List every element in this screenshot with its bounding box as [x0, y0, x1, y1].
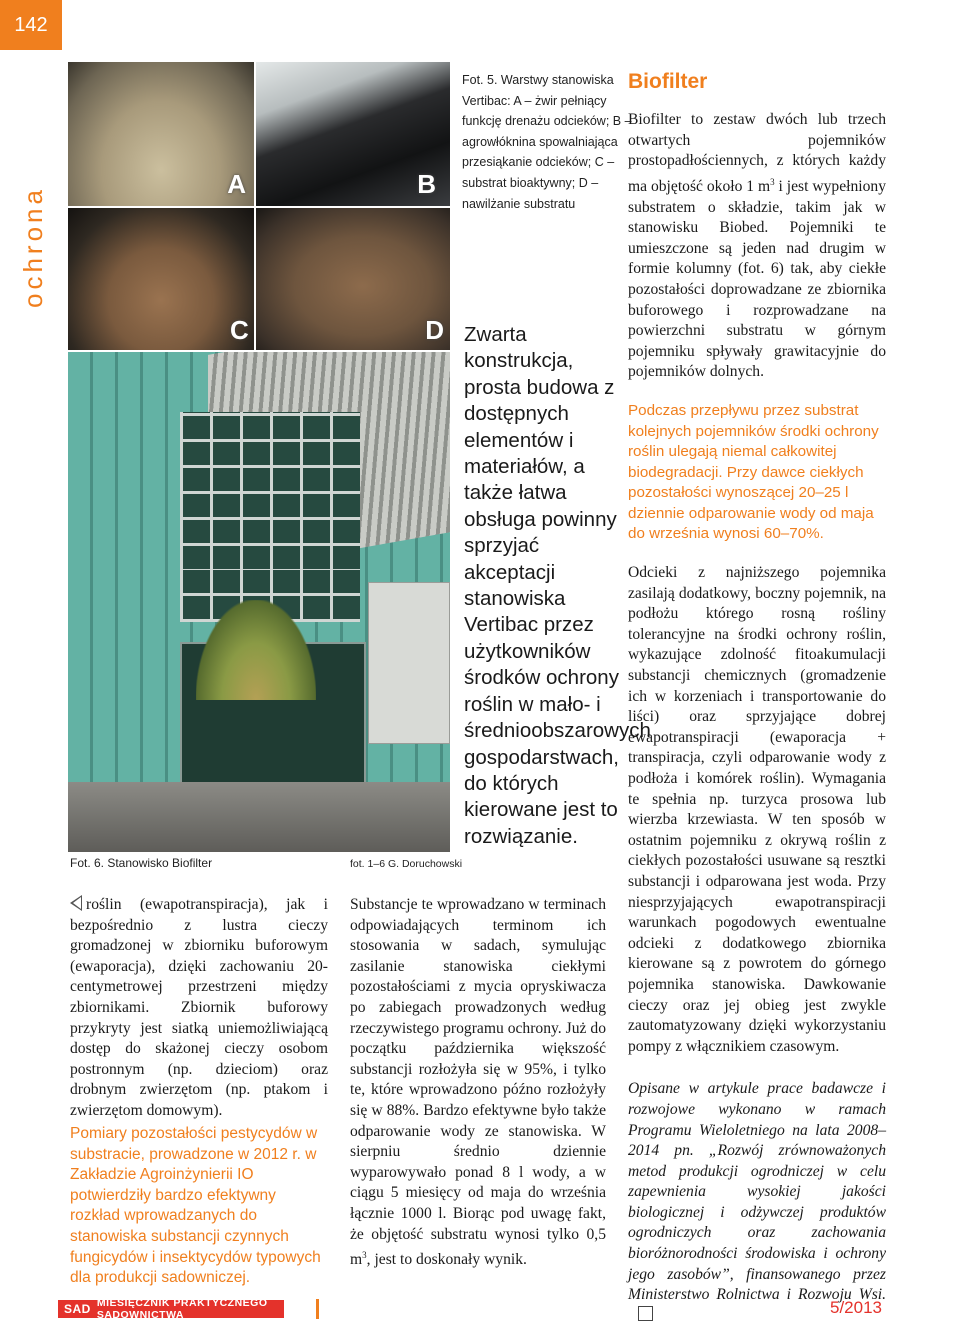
pull-quote: Zwarta konstrukcja, prosta budowa z dostępnych elementów i materiałów, a także łatwa obsługa powinny sprzyjać akceptacji stanowiska Vertibac przez użytkowników środków ochrony roślin w mało- i średnioobszarowych gospodarstwach, do których kierowane jest to rozwiązanie.	[464, 323, 651, 848]
end-mark-icon	[638, 1306, 653, 1321]
continuation-arrow-icon	[70, 895, 82, 911]
funding-note: Opisane w artykule prace badawcze i rozwojowe wykonano w ramach Programu Wieloletniego na lata 2008–2014 pn. „Rozwój zrównoważonych metod produkcji ogrodniczej w celu zapewnienia wysokiej jakości biologicznej i odżywczej produktów ogrodniczych oraz zachowania bioróżnorodności środowiska i ochrony jego zasobów”, finansowanego przez Ministerstwo Rolnictwa i Rozwoju Wsi.	[628, 1079, 886, 1326]
photo-layer-d	[256, 208, 450, 350]
photo-layer-a	[68, 62, 254, 206]
right-highlight-text: Podczas przepływu przez substrat kolejnych pojemników środki ochrony roślin ulegają niemal całkowitej biodegradacji. Przy dawce ciekłych pozostałości wynoszącej 20–25 l dziennie odparowanie wody od maja do września wynosi 60–70%.	[628, 401, 879, 543]
biofilter-paragraph-2: Odcieki z najniższego pojemnika zasilają dodatkowy, boczny pojemnik, na podłożu którego rosną rośliny tolerancyjne na środki ochrony roślin, wykazujące zdolność fitoakumulacji substancji chemicznych (gromadzenie ich w korzeniach i transportowanie do liści) oraz sprzyjające dobrej ewapotranspiracji (ewaporacja + transpiracja, czyli odparowanie wody z podłoża i komórek roślin). Wymagania te spełnia np. turzyca prosowa lub wierzba krzewiasta. W ten sposób w ostatnim pojemniku z okrywą roślin z ciekłych pozostałości usuwane są resztki substancji i odparowana jest woda. Przy niesprzyjających ewapotranspiracji warunkach pogodowych ewentualne odcieki z dodatkowego zbiornika kierowane są z powrotem do górnego pojemnika stanowiska. Dawkowanie cieczy oraz jej obieg jest zwykle zautomatyzowany dzięki wykorzystaniu pompy z włącznikiem czasowym.	[628, 564, 886, 1055]
right-column	[628, 70, 886, 1326]
fig5-caption: Fot. 5. Warstwy stanowiska Vertibac: A – żwir pełniący funkcję drenażu odcieków; B – agrowłóknina spowalniająca przesiąkanie odcieków; C – substrat bioaktywny; D – nawilżanie substratu	[462, 73, 632, 211]
photo-biofilter	[68, 352, 450, 852]
photo-tag-a: A	[227, 169, 246, 199]
issue-number: 5/2013	[830, 1298, 882, 1317]
photo-layer-b	[256, 62, 450, 206]
left-highlight-text: Pomiary pozostałości pestycydów w substracie, prowadzone w 2012 r. w Zakładzie Agroinżynierii IO potwierdziły bardzo efektywny rozkład wprowadzanych do stanowiska substancji czynnych fungicydów i insektycydów typowych dla produkcji sadowniczej.	[70, 1125, 321, 1287]
footer-divider	[316, 1299, 319, 1319]
left-column-text: roślin (ewapotranspiracja), jak i bezpośrednio z lustra cieczy gromadzonej w zbiorniku buforowym (ewaporacja), dzięki zachowaniu 20-centymetrowej przestrzeni między zbiornikami. Zbiornik buforowy przykryty jest siatką uniemożliwiającą dostęp do skażonej cieczy osobom postronnym (np. dzieciom) oraz drobnym zwierzętom (np. ptakom i zwierzętom domowym).	[70, 896, 328, 1119]
middle-column-text: Substancje te wprowadzano w terminach odpowiadających terminom ich stosowania w sadach, symulując zasilanie stanowiska ciekłymi pozostałościami z mycia opryskiwacza po zabiegach prowadzonych według rzeczywistego programu ochrony. Już do początku października większość substancji rozłożyła się w 95%, i tylko te, które wprowadzono późno rozłożyły się w 88%. Bardzo efektywne było także odparowanie wody ze stanowiska. W sierpniu średnio dziennie wyparowywało ponad 8 l wody, a w ciągu 5 miesięcy od maja do września łącznie 1000 l. Biorąc pod uwagę fakt, że objętość substratu wynosi tylko 0,5 $m^3$, jest to doskonały wynik.	[350, 896, 606, 1269]
photo-tag-d: D	[425, 315, 444, 345]
photo-tag-b: B	[417, 169, 436, 199]
section-heading: Biofilter	[628, 70, 708, 93]
section-label: ochrona	[18, 186, 48, 308]
photo-tag-c: C	[230, 315, 249, 345]
photo-layer-c	[68, 208, 254, 350]
biofilter-paragraph: Biofilter to zestaw dwóch lub trzech otwartych pojemników prostopadłościennych, z których każdy ma objętość około 1 $m^3$ i jest wypełniony substratem o składzie, takim jak w stanowisku Biobed. Pojemniki te umieszczone są jeden nad drugim w formie kolumny (fot. 6) tak, aby ciekłe pozostałości doprowadzane ze zbiornika buforowego i rozprowadzane na powierzchni substratu w górnym pojemniku spływały grawitacyjnie do pojemników dolnych.	[628, 111, 887, 381]
photo-credit: fot. 1–6 G. Doruchowski	[350, 858, 463, 870]
page-number: 142	[0, 0, 62, 50]
magazine-logo: SAD MIESIĘCZNIK PRAKTYCZNEGO SADOWNICTWA	[58, 1300, 284, 1318]
fig6-caption: Fot. 6. Stanowisko Biofilter	[70, 856, 213, 870]
